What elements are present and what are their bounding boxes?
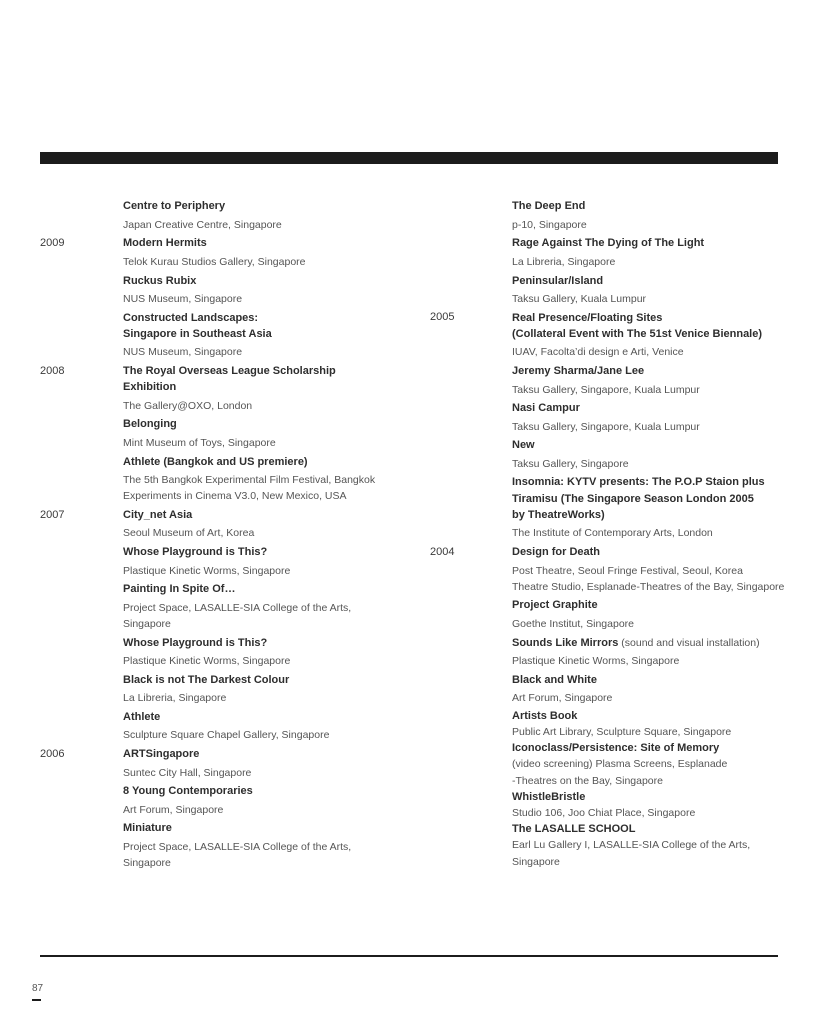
exhibition-year: 2006 — [40, 747, 65, 760]
exhibition-venue — [123, 397, 400, 416]
exhibition-entry — [430, 671, 790, 708]
exhibition-entry — [40, 506, 400, 543]
exhibition-entry — [40, 580, 400, 633]
exhibition-entry — [430, 234, 790, 271]
exhibition-title-line: Insomnia: KYTV presents: The P.O.P Staion plus — [512, 476, 765, 489]
exhibition-entry — [430, 197, 790, 234]
exhibition-venue — [512, 837, 790, 869]
exhibition-venue — [512, 343, 790, 362]
exhibition-venue — [512, 689, 790, 708]
exhibition-venue-line: Theatre Studio, Esplanade-Theatres of the Bay, Singapore — [512, 580, 785, 593]
exhibition-venue-line: Post Theatre, Seoul Fringe Festival, Seoul, Korea — [512, 564, 743, 577]
exhibition-title-line: Exhibition — [123, 381, 177, 394]
exhibition-venue-line: The Institute of Contemporary Arts, London — [512, 527, 713, 540]
exhibition-title — [512, 362, 790, 381]
exhibition-venue — [123, 561, 400, 580]
exhibition-entry — [40, 819, 400, 872]
exhibition-title-line: Artists Book — [512, 709, 578, 722]
header-bar — [40, 152, 778, 164]
exhibition-title — [123, 506, 400, 525]
exhibition-title — [512, 436, 790, 455]
exhibition-title-line: Whose Playground is This? — [123, 636, 268, 649]
exhibition-title — [123, 452, 400, 471]
exhibition-entry — [430, 596, 790, 633]
exhibition-title — [123, 308, 400, 343]
exhibition-venue-line: Taksu Gallery, Singapore, Kuala Lumpur — [512, 420, 700, 433]
exhibition-entry — [430, 789, 790, 821]
exhibition-title — [123, 271, 400, 290]
exhibition-year: 2004 — [430, 545, 455, 558]
exhibition-venue — [512, 561, 790, 596]
page-number-dash — [32, 999, 41, 1001]
exhibition-entry — [430, 436, 790, 473]
exhibition-title-line: Painting In Spite Of… — [123, 583, 236, 596]
exhibition-title-note: (sound and visual installation) — [618, 636, 760, 649]
exhibition-venue-line: Art Forum, Singapore — [512, 692, 613, 705]
exhibition-venue — [512, 418, 790, 437]
exhibition-title — [512, 271, 790, 290]
exhibition-entry — [430, 740, 790, 789]
exhibition-title-line: Singapore in Southeast Asia — [123, 327, 272, 340]
exhibition-entry — [40, 308, 400, 361]
exhibition-title-line: Ruckus Rubix — [123, 274, 197, 287]
exhibition-title-line: (Collateral Event with The 51st Venice Biennale) — [512, 327, 763, 340]
exhibition-venue-line: La Libreria, Singapore — [123, 692, 227, 705]
exhibition-entry — [40, 362, 400, 415]
exhibition-title — [123, 782, 400, 801]
exhibition-title-line: Athlete — [123, 710, 161, 723]
exhibition-venue-line: The Gallery@OXO, London — [123, 399, 253, 412]
exhibition-venue — [123, 343, 400, 362]
exhibition-title — [123, 708, 400, 727]
exhibition-title-line: Nasi Campur — [512, 402, 580, 415]
exhibition-title-line: New — [512, 439, 535, 452]
exhibition-title — [512, 633, 790, 652]
exhibition-venue — [123, 290, 400, 309]
exhibition-title-line: Sounds Like Mirrors — [512, 636, 619, 649]
exhibition-entry — [430, 708, 790, 740]
exhibition-title-line: Rage Against The Dying of The Light — [512, 237, 705, 250]
exhibition-title — [123, 819, 400, 838]
exhibition-title — [512, 821, 790, 837]
exhibition-venue-line: p-10, Singapore — [512, 218, 587, 231]
exhibition-venue — [512, 253, 790, 272]
exhibition-title-line: Black and White — [512, 673, 597, 686]
exhibition-title-line: Black is not The Darkest Colour — [123, 673, 290, 686]
exhibition-venue — [123, 838, 400, 873]
exhibition-title-line: Whose Playground is This? — [123, 546, 268, 559]
exhibition-entry — [40, 197, 400, 234]
exhibition-title-line: City_net Asia — [123, 508, 193, 521]
exhibition-venue-line: Studio 106, Joo Chiat Place, Singapore — [512, 806, 696, 819]
exhibition-title-line: by TheatreWorks) — [512, 508, 605, 521]
exhibition-title — [512, 789, 790, 805]
exhibition-venue-line: Japan Creative Centre, Singapore — [123, 218, 282, 231]
exhibition-venue-line: Mint Museum of Toys, Singapore — [123, 436, 276, 449]
exhibition-title-line: Jeremy Sharma/Jane Lee — [512, 365, 645, 378]
exhibition-title — [123, 543, 400, 562]
exhibition-entry — [40, 543, 400, 580]
exhibition-entry — [430, 308, 790, 361]
exhibition-title-line: ARTSingapore — [123, 748, 200, 761]
exhibition-title-line: Tiramisu (The Singapore Season London 2005 — [512, 492, 754, 505]
exhibition-venue — [123, 253, 400, 272]
exhibition-entry — [40, 415, 400, 452]
exhibition-title-line: Constructed Landscapes: — [123, 311, 259, 324]
exhibition-title — [123, 745, 400, 764]
exhibition-venue-line: NUS Museum, Singapore — [123, 293, 243, 306]
exhibition-venue-line: Project Space, LASALLE-SIA College of the Arts, — [123, 601, 352, 614]
exhibition-venue-line: Plastique Kinetic Worms, Singapore — [512, 655, 680, 668]
exhibition-title — [512, 671, 790, 690]
exhibition-venue-line: Project Space, LASALLE-SIA College of the Arts, — [123, 840, 352, 853]
exhibition-entry — [430, 271, 790, 308]
exhibition-title — [123, 234, 400, 253]
footer-rule — [40, 955, 778, 957]
page-number: 87 — [32, 983, 44, 994]
exhibition-venue-line: (video screening) Plasma Screens, Esplanade — [512, 758, 728, 771]
exhibition-venue-line: Seoul Museum of Art, Korea — [123, 527, 255, 540]
exhibition-entry — [430, 543, 790, 596]
exhibition-entry — [40, 452, 400, 505]
exhibition-entry — [430, 473, 790, 543]
exhibition-title — [512, 308, 790, 343]
exhibition-venue-line: Suntec City Hall, Singapore — [123, 766, 252, 779]
exhibition-venue — [512, 380, 790, 399]
exhibition-venue-line: Goethe Institut, Singapore — [512, 617, 634, 630]
exhibition-title-line: Iconoclass/Persistence: Site of Memory — [512, 742, 720, 755]
exhibition-title-line: Belonging — [123, 418, 177, 431]
exhibition-venue — [123, 689, 400, 708]
exhibition-venue-line: Singapore — [123, 857, 171, 870]
exhibition-entry — [40, 671, 400, 708]
exhibition-title — [123, 633, 400, 652]
exhibition-title-line: Centre to Periphery — [123, 200, 226, 213]
exhibition-list-right — [430, 197, 790, 870]
exhibition-title-line: Real Presence/Floating Sites — [512, 311, 663, 324]
exhibition-entry — [40, 782, 400, 819]
exhibition-entry — [430, 633, 790, 670]
exhibition-entry — [430, 399, 790, 436]
exhibition-venue — [512, 216, 790, 235]
exhibition-entry — [40, 708, 400, 745]
exhibition-venue — [123, 434, 400, 453]
exhibition-title-line: Project Graphite — [512, 599, 598, 612]
exhibition-venue-line: NUS Museum, Singapore — [123, 346, 243, 359]
exhibition-venue-line: Taksu Gallery, Singapore — [512, 457, 629, 470]
exhibition-year: 2009 — [40, 237, 65, 250]
exhibition-entry — [40, 234, 400, 271]
exhibition-title-line: Miniature — [123, 822, 172, 835]
exhibition-title — [123, 197, 400, 216]
exhibition-venue — [512, 615, 790, 634]
exhibition-venue — [512, 724, 790, 740]
exhibition-venue-line: Experiments in Cinema V3.0, New Mexico, USA — [123, 490, 347, 503]
exhibition-entry — [40, 745, 400, 782]
exhibition-title — [512, 543, 790, 562]
exhibition-title-line: Modern Hermits — [123, 237, 207, 250]
exhibition-venue-line: IUAV, Facolta’di design e Arti, Venice — [512, 346, 684, 359]
exhibition-venue — [123, 471, 400, 506]
exhibition-venue-line: Plastique Kinetic Worms, Singapore — [123, 564, 291, 577]
exhibition-title-line: The Deep End — [512, 200, 586, 213]
exhibition-entry — [430, 821, 790, 870]
exhibition-venue-line: Telok Kurau Studios Gallery, Singapore — [123, 255, 306, 268]
exhibition-title — [512, 234, 790, 253]
exhibition-year: 2005 — [430, 311, 455, 324]
exhibition-venue — [512, 524, 790, 543]
exhibition-venue — [123, 652, 400, 671]
exhibition-title — [123, 362, 400, 397]
exhibition-title-line: WhistleBristle — [512, 790, 586, 803]
exhibition-venue-line: Singapore — [512, 855, 560, 868]
exhibition-venue — [123, 726, 400, 745]
exhibition-title — [123, 671, 400, 690]
exhibition-venue — [123, 524, 400, 543]
exhibition-venue-line: The 5th Bangkok Experimental Film Festival, Bangkok — [123, 474, 376, 487]
exhibition-title-line: Design for Death — [512, 546, 601, 559]
exhibition-venue — [512, 805, 790, 821]
exhibition-entry — [430, 362, 790, 399]
exhibition-venue — [123, 216, 400, 235]
exhibition-title — [123, 580, 400, 599]
exhibition-year: 2008 — [40, 364, 65, 377]
exhibition-venue-line: Sculpture Square Chapel Gallery, Singapore — [123, 729, 330, 742]
exhibition-title-line: Athlete (Bangkok and US premiere) — [123, 455, 308, 468]
exhibition-title — [123, 415, 400, 434]
exhibition-list-left — [40, 197, 400, 873]
exhibition-venue-line: Taksu Gallery, Singapore, Kuala Lumpur — [512, 383, 700, 396]
exhibition-venue — [512, 290, 790, 309]
exhibition-title — [512, 596, 790, 615]
exhibition-title-line: The Royal Overseas League Scholarship — [123, 365, 336, 378]
exhibition-title — [512, 197, 790, 216]
exhibition-title-line: The LASALLE SCHOOL — [512, 823, 636, 836]
exhibition-venue — [123, 763, 400, 782]
exhibition-venue-line: Public Art Library, Sculpture Square, Singapore — [512, 725, 732, 738]
exhibition-venue — [123, 599, 400, 634]
exhibition-venue-line: Art Forum, Singapore — [123, 803, 224, 816]
exhibition-year: 2007 — [40, 508, 65, 521]
exhibition-venue-line: Earl Lu Gallery I, LASALLE-SIA College of the Arts, — [512, 839, 751, 852]
exhibition-venue — [123, 801, 400, 820]
exhibition-entry — [40, 271, 400, 308]
exhibition-entry — [40, 633, 400, 670]
exhibition-venue — [512, 756, 790, 788]
exhibition-venue — [512, 455, 790, 474]
exhibition-title-line: 8 Young Contemporaries — [123, 785, 253, 798]
exhibition-venue-line: -Theatres on the Bay, Singapore — [512, 774, 663, 787]
exhibition-venue-line: Plastique Kinetic Worms, Singapore — [123, 655, 291, 668]
exhibition-venue — [512, 652, 790, 671]
exhibition-title — [512, 399, 790, 418]
exhibition-title-line: Peninsular/Island — [512, 274, 604, 287]
exhibition-title — [512, 473, 790, 524]
exhibition-venue-line: Taksu Gallery, Kuala Lumpur — [512, 293, 647, 306]
exhibition-title — [512, 708, 790, 724]
exhibition-title — [512, 740, 790, 756]
exhibition-venue-line: Singapore — [123, 617, 171, 630]
exhibition-venue-line: La Libreria, Singapore — [512, 255, 616, 268]
